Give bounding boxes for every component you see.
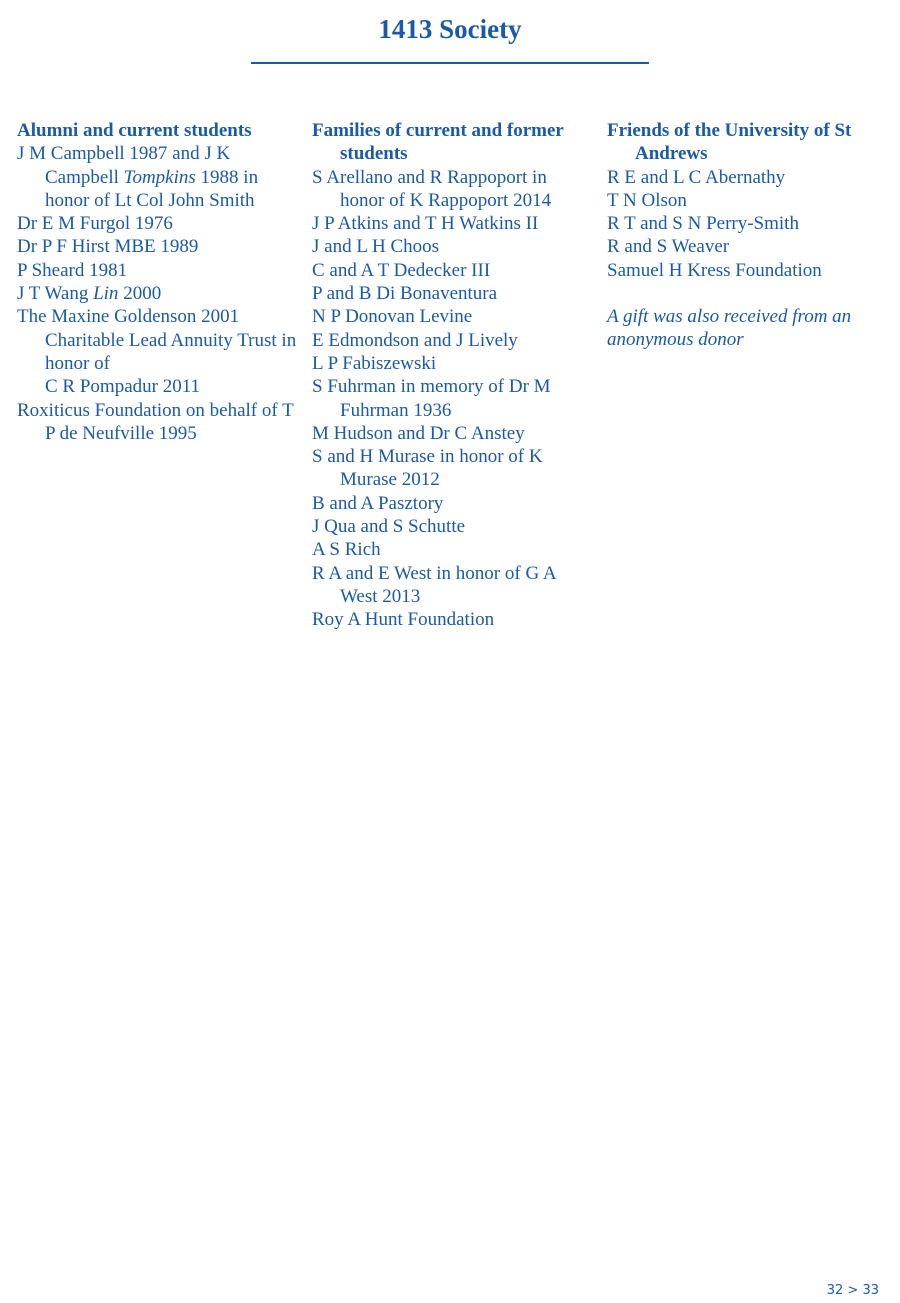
donor-entry — [17, 305, 297, 398]
donor-entry — [607, 259, 887, 282]
donor-text: P Sheard 1981 — [17, 259, 128, 281]
donor-entry — [312, 235, 592, 258]
donor-entry — [17, 259, 297, 282]
donor-text: C R Pompadur 2011 — [45, 376, 200, 398]
donor-text: R T and S N Perry-Smith — [607, 213, 799, 235]
donor-entry — [312, 422, 592, 445]
donor-text: J M Campbell 1987 and J K Campbell — [17, 143, 231, 188]
donor-entry — [607, 166, 887, 189]
donor-entry — [607, 235, 887, 258]
donor-text: 2000 — [118, 283, 162, 305]
title-divider — [251, 62, 649, 64]
donor-text: L P Fabiszewski — [312, 352, 437, 374]
donor-text: J T Wang — [17, 283, 94, 305]
donor-entry — [312, 492, 592, 515]
donor-text: R E and L C Abernathy — [607, 166, 786, 188]
donor-entry — [312, 608, 592, 631]
donor-text: S Arellano and R Rappoport in honor of K Rappoport 2014 — [312, 166, 552, 211]
donor-text: J and L H Choos — [312, 236, 440, 258]
donor-text: B and A Pasztory — [312, 492, 444, 514]
donor-text: A S Rich — [312, 539, 381, 561]
column-heading: Families of current and former students — [312, 120, 564, 165]
donor-text: Dr P F Hirst MBE 1989 — [17, 236, 199, 258]
column-heading: Friends of the University of St Andrews — [607, 120, 852, 165]
donor-entry — [17, 142, 297, 212]
donor-entry — [312, 166, 592, 213]
donor-text: S and H Murase in honor of K Murase 2012 — [312, 446, 543, 491]
donor-entry — [312, 445, 592, 492]
donor-text: J Qua and S Schutte — [312, 516, 466, 538]
donor-text: C and A T Dedecker III — [312, 259, 491, 281]
page-number: 32 > 33 — [826, 1283, 879, 1298]
donor-text: R and S Weaver — [607, 236, 730, 258]
donor-text: J P Atkins and T H Watkins II — [312, 213, 539, 235]
entries-list — [607, 166, 887, 282]
column-heading: Alumni and current students — [17, 120, 252, 141]
donor-entry — [17, 212, 297, 235]
donor-text: M Hudson and Dr C Anstey — [312, 422, 525, 444]
donor-entry — [312, 375, 592, 422]
donor-entry — [312, 212, 592, 235]
donor-text: R A and E West in honor of G A West 2013 — [312, 562, 556, 607]
donor-text: Roy A Hunt Foundation — [312, 609, 495, 631]
donor-text: E Edmondson and J Lively — [312, 329, 518, 351]
donor-text: N P Donovan Levine — [312, 306, 473, 328]
anonymous-donor-note: A gift was also received from an anonymous donor — [607, 306, 852, 351]
page-title: 1413 Society — [378, 14, 522, 44]
donor-entry — [312, 329, 592, 352]
column-families — [312, 119, 592, 632]
donor-name-italic: Lin — [93, 283, 119, 305]
donor-text: Dr E M Furgol 1976 — [17, 213, 173, 235]
donor-name-italic: Tompkins — [123, 166, 196, 188]
entries-list — [17, 142, 297, 445]
donor-text: 1988 in honor of Lt Col John Smith — [45, 166, 259, 211]
donor-entry — [312, 515, 592, 538]
column-alumni — [17, 119, 297, 445]
donor-text: T N Olson — [607, 189, 687, 211]
donor-text: Roxiticus Foundation on behalf of T P de Neufville 1995 — [17, 399, 294, 444]
donor-entry — [312, 562, 592, 609]
donor-entry — [312, 305, 592, 328]
donor-entry — [312, 282, 592, 305]
column-friends — [607, 119, 887, 352]
donor-text: The Maxine Goldenson 2001 Charitable Lead Annuity Trust in honor of — [17, 306, 297, 374]
donor-entry — [607, 212, 887, 235]
entries-list — [312, 166, 592, 632]
donor-entry — [17, 399, 297, 446]
donor-text: Samuel H Kress Foundation — [607, 259, 822, 281]
donor-entry — [17, 235, 297, 258]
donor-entry — [312, 259, 592, 282]
donor-entry — [607, 189, 887, 212]
donor-text: S Fuhrman in memory of Dr M Fuhrman 1936 — [312, 376, 551, 421]
donor-entry — [312, 352, 592, 375]
donor-text: P and B Di Bonaventura — [312, 283, 498, 305]
donor-entry — [17, 282, 297, 305]
donor-entry — [312, 538, 592, 561]
